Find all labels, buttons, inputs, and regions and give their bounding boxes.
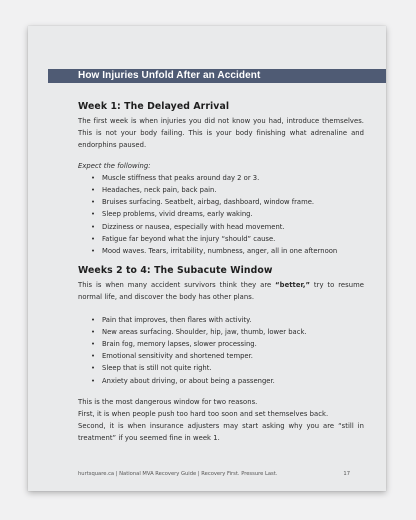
expect-label: Expect the following: <box>78 161 151 170</box>
list-item: • Sleep that is still not quite right. <box>78 362 364 374</box>
list-item: • Sleep problems, vivid dreams, early waking. <box>78 208 364 220</box>
weeks2to4-heading: Weeks 2 to 4: The Subacute Window <box>78 265 273 277</box>
list-item: • Mood waves. Tears, irritability, numbness, anger, all in one afternoon <box>78 245 364 257</box>
weeks2to4-symptom-list <box>78 314 364 387</box>
list-item: • New areas surfacing. Shoulder, hip, jaw, thumb, lower back. <box>78 326 364 338</box>
list-item: • Emotional sensitivity and shortened temper. <box>78 350 364 362</box>
list-item: • Muscle stiffness that peaks around day 2 or 3. <box>78 172 364 184</box>
list-item: • Headaches, neck pain, back pain. <box>78 184 364 196</box>
intro-emphasis: “better,” <box>275 281 311 290</box>
intro-text-start: This is when many accident survivors think they are <box>78 281 276 290</box>
footer-text: hurtsquare.ca | National MVA Recovery Guide | Recovery First. Pressure Last. <box>78 471 278 477</box>
list-item: • Dizziness or nausea, especially with head movement. <box>78 221 364 233</box>
list-item: • Pain that improves, then flares with activity. <box>78 314 364 326</box>
list-item: • Anxiety about driving, or about being a passenger. <box>78 375 364 387</box>
reason-line: This is the most dangerous window for two reasons. <box>78 397 258 406</box>
page-number: 17 <box>343 471 350 477</box>
reason-line: First, it is when people push too hard too soon and set themselves back. <box>78 410 329 419</box>
page-content <box>78 95 364 445</box>
week1-heading: Week 1: The Delayed Arrival <box>78 101 230 112</box>
weeks2to4-intro <box>78 279 364 303</box>
reason-line: Second, it is when insurance adjusters may start asking why you are “still in treatment” if you seemed fine in week 1. <box>78 422 364 443</box>
section-banner: How Injuries Unfold After an Accident <box>48 69 386 83</box>
page-footer <box>78 471 350 477</box>
list-item: • Bruises surfacing. Seatbelt, airbag, dashboard, window frame. <box>78 196 364 208</box>
list-item: • Brain fog, memory lapses, slower processing. <box>78 338 364 350</box>
list-item: • Fatigue far beyond what the injury “should” cause. <box>78 233 364 245</box>
week1-intro: The first week is when injuries you did not know you had, introduce themselves. This is not your body failing. This is your body finishing what adrenaline and endorphins paused. <box>78 117 364 150</box>
reasons-block <box>78 396 364 445</box>
week1-symptom-list <box>78 172 364 257</box>
intro-text-end: try to resume normal life, and discover the body has other plans. <box>78 281 364 302</box>
